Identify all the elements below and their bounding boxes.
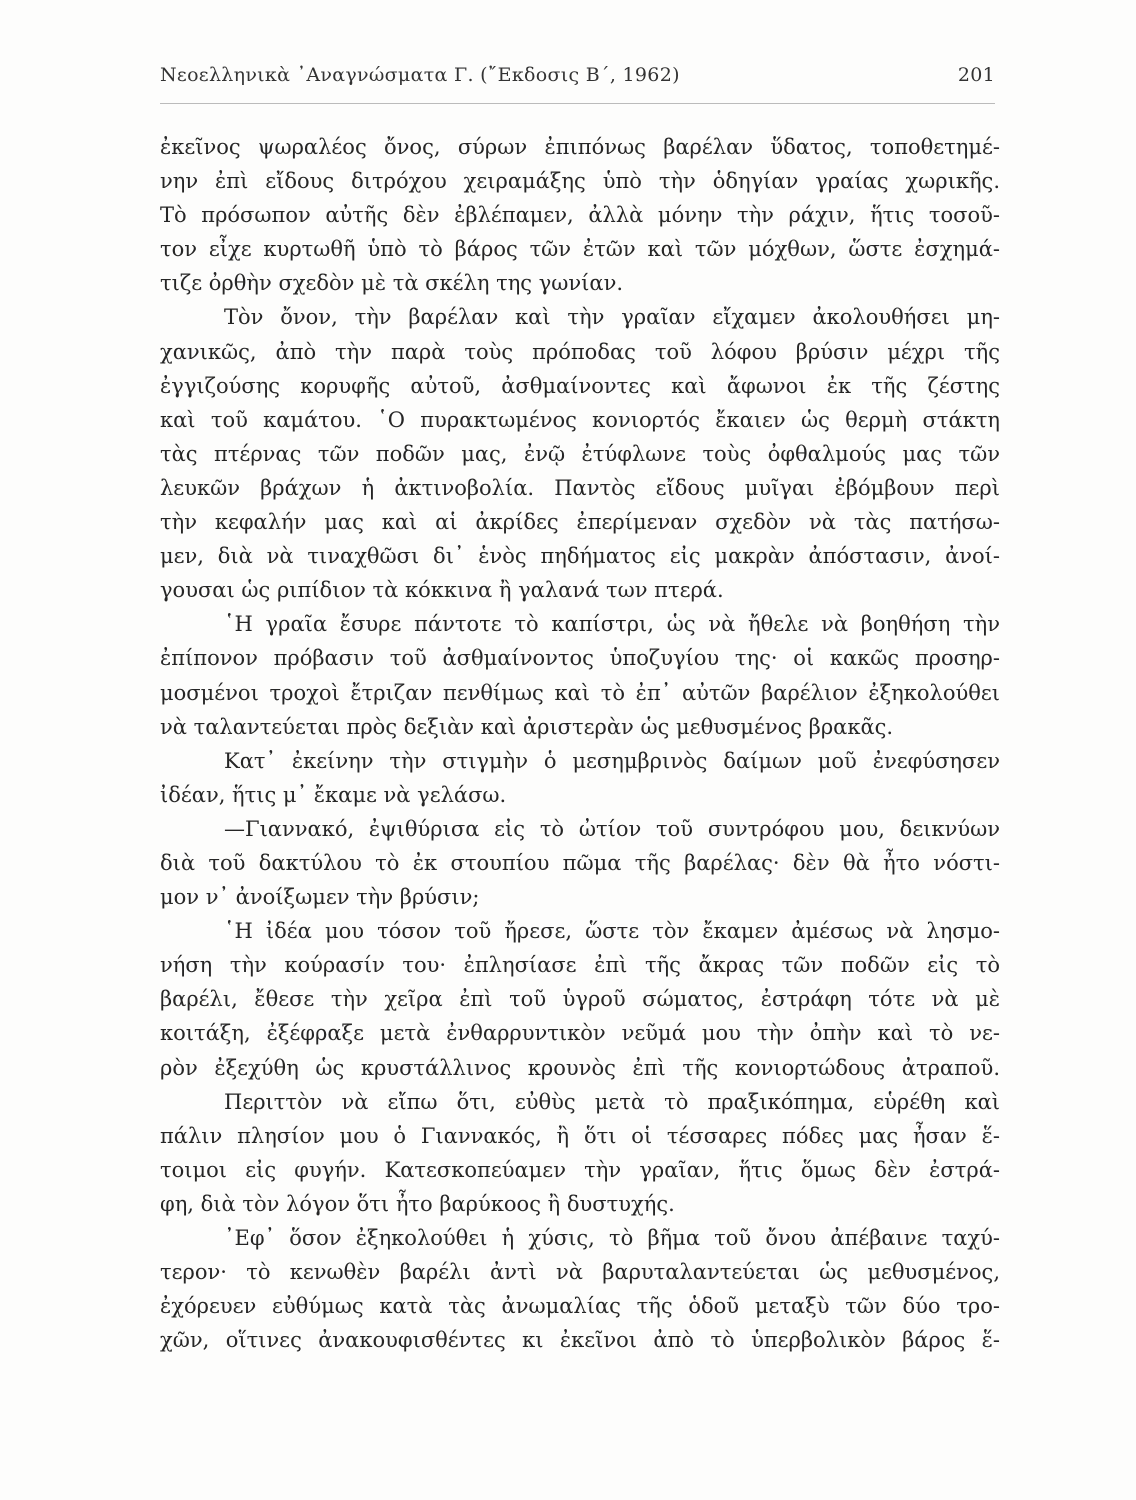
text-line: Κατ᾿ ἐκείνην τὴν στιγμὴν ὁ μεσημβρινὸς δαίμων μοῦ ἐνεφύσησεν bbox=[224, 748, 1000, 773]
text-line: καὶ τοῦ καμάτου. ῾Ο πυρακτωμένος κονιορτός ἔκαιεν ὡς θερμὴ στάκτη bbox=[160, 407, 1000, 432]
text-line: βαρέλι, ἔθεσε τὴν χεῖρα ἐπὶ τοῦ ὑγροῦ σώματος, ἐστράφη τότε νὰ μὲ bbox=[160, 987, 1000, 1012]
text-line: τὴν κεφαλήν μας καὶ αἱ ἀκρίδες ἐπερίμεναν σχεδὸν νὰ τὰς πατήσω- bbox=[160, 510, 1000, 535]
text-line: τερον· τὸ κενωθὲν βαρέλι ἀντὶ νὰ βαρυταλαντεύεται ὡς μεθυσμένος, bbox=[160, 1260, 1000, 1285]
text-line: —Γιαννακό, ἐψιθύρισα εἰς τὸ ὠτίον τοῦ συντρόφου μου, δεικνύων bbox=[224, 816, 1000, 841]
text-line: νὰ ταλαντεύεται πρὸς δεξιὰν καὶ ἀριστερὰν ὡς μεθυσμένος βρακᾶς. bbox=[160, 714, 894, 739]
text-line: Τὸν ὄνον, τὴν βαρέλαν καὶ τὴν γραῖαν εἴχαμεν ἀκολουθήσει μη- bbox=[224, 305, 1000, 330]
text-line: διὰ τοῦ δακτύλου τὸ ἐκ στουπίου πῶμα τῆς βαρέλας· δὲν θὰ ἦτο νόστι- bbox=[160, 850, 1000, 875]
text-line: τον εἶχε κυρτωθῆ ὑπὸ τὸ βάρος τῶν ἐτῶν καὶ τῶν μόχθων, ὥστε ἐσχημά- bbox=[160, 237, 1000, 262]
running-header bbox=[160, 64, 995, 100]
text-line: τὰς πτέρνας τῶν ποδῶν μας, ἐνῷ ἐτύφλωνε τοὺς ὀφθαλμούς μας τῶν bbox=[160, 441, 1000, 466]
text-line: ῾Η ἰδέα μου τόσον τοῦ ἤρεσε, ὥστε τὸν ἔκαμεν ἀμέσως νὰ λησμο- bbox=[224, 919, 1000, 944]
page-number: 201 bbox=[957, 64, 995, 86]
text-line: μεν, διὰ νὰ τιναχθῶσι δι᾿ ἑνὸς πηδήματος εἰς μακρὰν ἀπόστασιν, ἀνοί- bbox=[160, 544, 1000, 569]
text-line: ἐγγιζούσης κορυφῆς αὐτοῦ, ἀσθμαίνοντες καὶ ἄφωνοι ἐκ τῆς ζέστης bbox=[160, 373, 1000, 398]
text-line: τοιμοι εἰς φυγήν. Κατεσκοπεύαμεν τὴν γραῖαν, ἥτις ὅμως δὲν ἐστρά- bbox=[160, 1157, 1000, 1182]
text-line: χῶν, οἵτινες ἀνακουφισθέντες κι ἐκεῖνοι ἀπὸ τὸ ὑπερβολικὸν βάρος ἕ- bbox=[160, 1328, 1000, 1353]
text-line: φη, διὰ τὸν λόγον ὅτι ἦτο βαρύκοος ἢ δυστυχής. bbox=[160, 1191, 675, 1216]
text-line: ῾Η γραῖα ἔσυρε πάντοτε τὸ καπίστρι, ὡς νὰ ἤθελε νὰ βοηθήση τὴν bbox=[224, 612, 1000, 637]
text-line: μον ν᾿ ἀνοίξωμεν τὴν βρύσιν; bbox=[160, 885, 480, 910]
body-text bbox=[160, 130, 1000, 1357]
text-line: νήση τὴν κούρασίν του· ἐπλησίασε ἐπὶ τῆς ἄκρας τῶν ποδῶν εἰς τὸ bbox=[160, 953, 1000, 978]
text-line: ἐχόρευεν εὐθύμως κατὰ τὰς ἀνωμαλίας τῆς ὁδοῦ μεταξὺ τῶν δύο τρο- bbox=[160, 1294, 1000, 1319]
header-rule bbox=[160, 103, 995, 104]
book-title: Νεοελληνικὰ ᾿Αναγνώσματα Γ. (῎Εκδοσις Β΄, 1962) bbox=[160, 64, 680, 86]
text-line: χανικῶς, ἀπὸ τὴν παρὰ τοὺς πρόποδας τοῦ λόφου βρύσιν μέχρι τῆς bbox=[160, 339, 1000, 364]
text-line: λευκῶν βράχων ἡ ἀκτινοβολία. Παντὸς εἴδους μυῖγαι ἐβόμβουν περὶ bbox=[160, 475, 1000, 500]
text-line: Περιττὸν νὰ εἴπω ὅτι, εὐθὺς μετὰ τὸ πραξικόπημα, εὑρέθη καὶ bbox=[224, 1089, 1000, 1114]
text-line: μοσμένοι τροχοὶ ἔτριζαν πενθίμως καὶ τὸ ἐπ᾿ αὐτῶν βαρέλιον ἐξηκολούθει bbox=[160, 680, 1000, 705]
text-line: ἐπίπονον πρόβασιν τοῦ ἀσθμαίνοντος ὑποζυγίου της· οἱ κακῶς προσηρ- bbox=[160, 646, 1000, 671]
text-line: ἰδέαν, ἥτις μ᾿ ἔκαμε νὰ γελάσω. bbox=[160, 782, 507, 807]
text-line: ἐκεῖνος ψωραλέος ὄνος, σύρων ἐπιπόνως βαρέλαν ὕδατος, τοποθετημέ- bbox=[160, 135, 1000, 159]
text-line: πάλιν πλησίον μου ὁ Γιαννακός, ἢ ὅτι οἱ τέσσαρες πόδες μας ἦσαν ἕ- bbox=[160, 1123, 1000, 1148]
text-line: νην ἐπὶ εἴδους διτρόχου χειραμάξης ὑπὸ τὴν ὁδηγίαν γραίας χωρικῆς. bbox=[160, 169, 1000, 194]
text-line: τιζε ὀρθὴν σχεδὸν μὲ τὰ σκέλη της γωνίαν. bbox=[160, 271, 624, 296]
text-line: Τὸ πρόσωπον αὐτῆς δὲν ἐβλέπαμεν, ἀλλὰ μόνην τὴν ράχιν, ἥτις τοσοῦ- bbox=[160, 203, 1000, 228]
text-line: κοιτάξη, ἐξέφραξε μετὰ ἐνθαρρυντικὸν νεῦμά μου τὴν ὀπὴν καὶ τὸ νε- bbox=[160, 1021, 1000, 1046]
text-line: ρὸν ἐξεχύθη ὡς κρυστάλλινος κρουνὸς ἐπὶ τῆς κονιορτώδους ἀτραποῦ. bbox=[160, 1055, 1000, 1080]
text-line: γουσαι ὡς ριπίδιον τὰ κόκκινα ἢ γαλανά των πτερά. bbox=[160, 578, 724, 603]
text-line: ᾿Εφ᾿ ὅσον ἐξηκολούθει ἡ χύσις, τὸ βῆμα τοῦ ὄνου ἀπέβαινε ταχύ- bbox=[224, 1226, 1000, 1250]
